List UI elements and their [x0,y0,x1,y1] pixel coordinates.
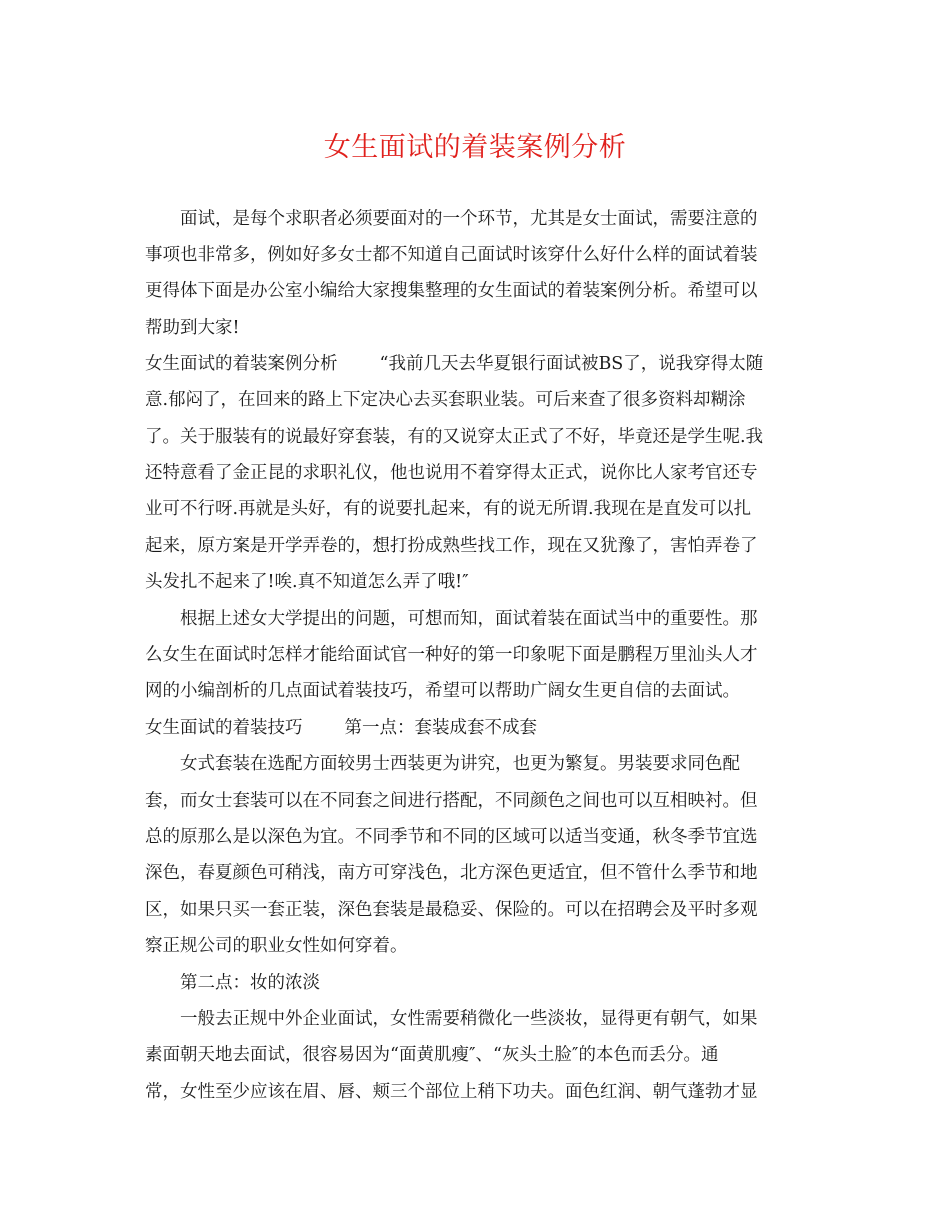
paragraph-line: 素面朝天地去面试，很容易因为“面黄肌瘦″、“灰头土脸″的本色而丢分。通 [145,1045,719,1065]
paragraph-line: 根据上述女大学提出的问题，可想而知，面试着装在面试当中的重要性。那 [180,609,758,629]
paragraph-line: 么女生在面试时怎样才能给面试官一种好的第一印象呢下面是鹏程万里汕头人才 [145,645,758,665]
case-heading: 女生面试的着装案例分析 [145,354,338,374]
paragraph-line: 起来，原方案是开学弄卷的，想打扮成熟些找工作，现在又犹豫了，害怕弄卷了 [145,536,758,556]
paragraph-line: 头发扎不起来了!唉.真不知道怎么弄了哦!″ [145,572,469,592]
case-quote-start: “我前几天去华夏银行面试被BS了，说我穿得太随 [379,354,764,374]
paragraph-line: 常，女性至少应该在眉、唇、颊三个部位上稍下功夫。面色红润、朝气蓬勃才显 [145,1082,758,1102]
tips-point-1: 第一点：套装成套不成套 [344,718,537,738]
paragraph-line: 察正规公司的职业女性如何穿着。 [145,936,408,956]
paragraph-line: 深色，春夏颜色可稍浅，南方可穿浅色，北方深色更适宜，但不管什么季节和地 [145,863,758,883]
case-line [145,352,763,376]
paragraph-line: 面试，是每个求职者必须要面对的一个环节，尤其是女士面试，需要注意的 [180,209,758,229]
section-heading-point-2: 第二点：妆的浓淡 [180,973,320,993]
document-title: 女生面试的着装案例分析 [323,132,627,163]
paragraph-line: 还特意看了金正昆的求职礼仪，他也说用不着穿得太正式，说你比人家考官还专 [145,463,758,483]
paragraph-line: 一般去正规中外企业面试，女性需要稍微化一些淡妆，显得更有朝气，如果 [180,1009,758,1029]
paragraph-line: 事项也非常多，例如好多女士都不知道自己面试时该穿什么好什么样的面试着装 [145,245,758,265]
paragraph-line: 女式套装在选配方面较男士西装更为讲究，也更为繁复。男装要求同色配 [180,754,740,774]
paragraph-line: 帮助到大家! [145,318,240,338]
paragraph-line: 更得体下面是办公室小编给大家搜集整理的女生面试的着装案例分析。希望可以 [145,281,758,301]
paragraph-line: 套，而女士套装可以在不同套之间进行搭配，不同颜色之间也可以互相映衬。但 [145,791,758,811]
paragraph-line: 了。关于服装有的说最好穿套装，有的又说穿太正式了不好，毕竟还是学生呢.我 [145,427,764,447]
paragraph-line: 意.郁闷了，在回来的路上下定决心去买套职业装。可后来查了很多资料却糊涂 [145,390,746,410]
paragraph-line: 区，如果只买一套正装，深色套装是最稳妥、保险的。可以在招聘会及平时多观 [145,900,758,920]
tips-heading: 女生面试的着装技巧 [145,718,303,738]
paragraph-line: 业可不行呀.再就是头好，有的说要扎起来，有的说无所谓.我现在是直发可以扎 [145,499,752,519]
paragraph-line: 网的小编剖析的几点面试着装技巧，希望可以帮助广阔女生更自信的去面试。 [145,681,740,701]
tips-line [145,716,537,740]
paragraph-line: 总的原那么是以深色为宜。不同季节和不同的区域可以适当变通，秋冬季节宜选 [145,827,758,847]
